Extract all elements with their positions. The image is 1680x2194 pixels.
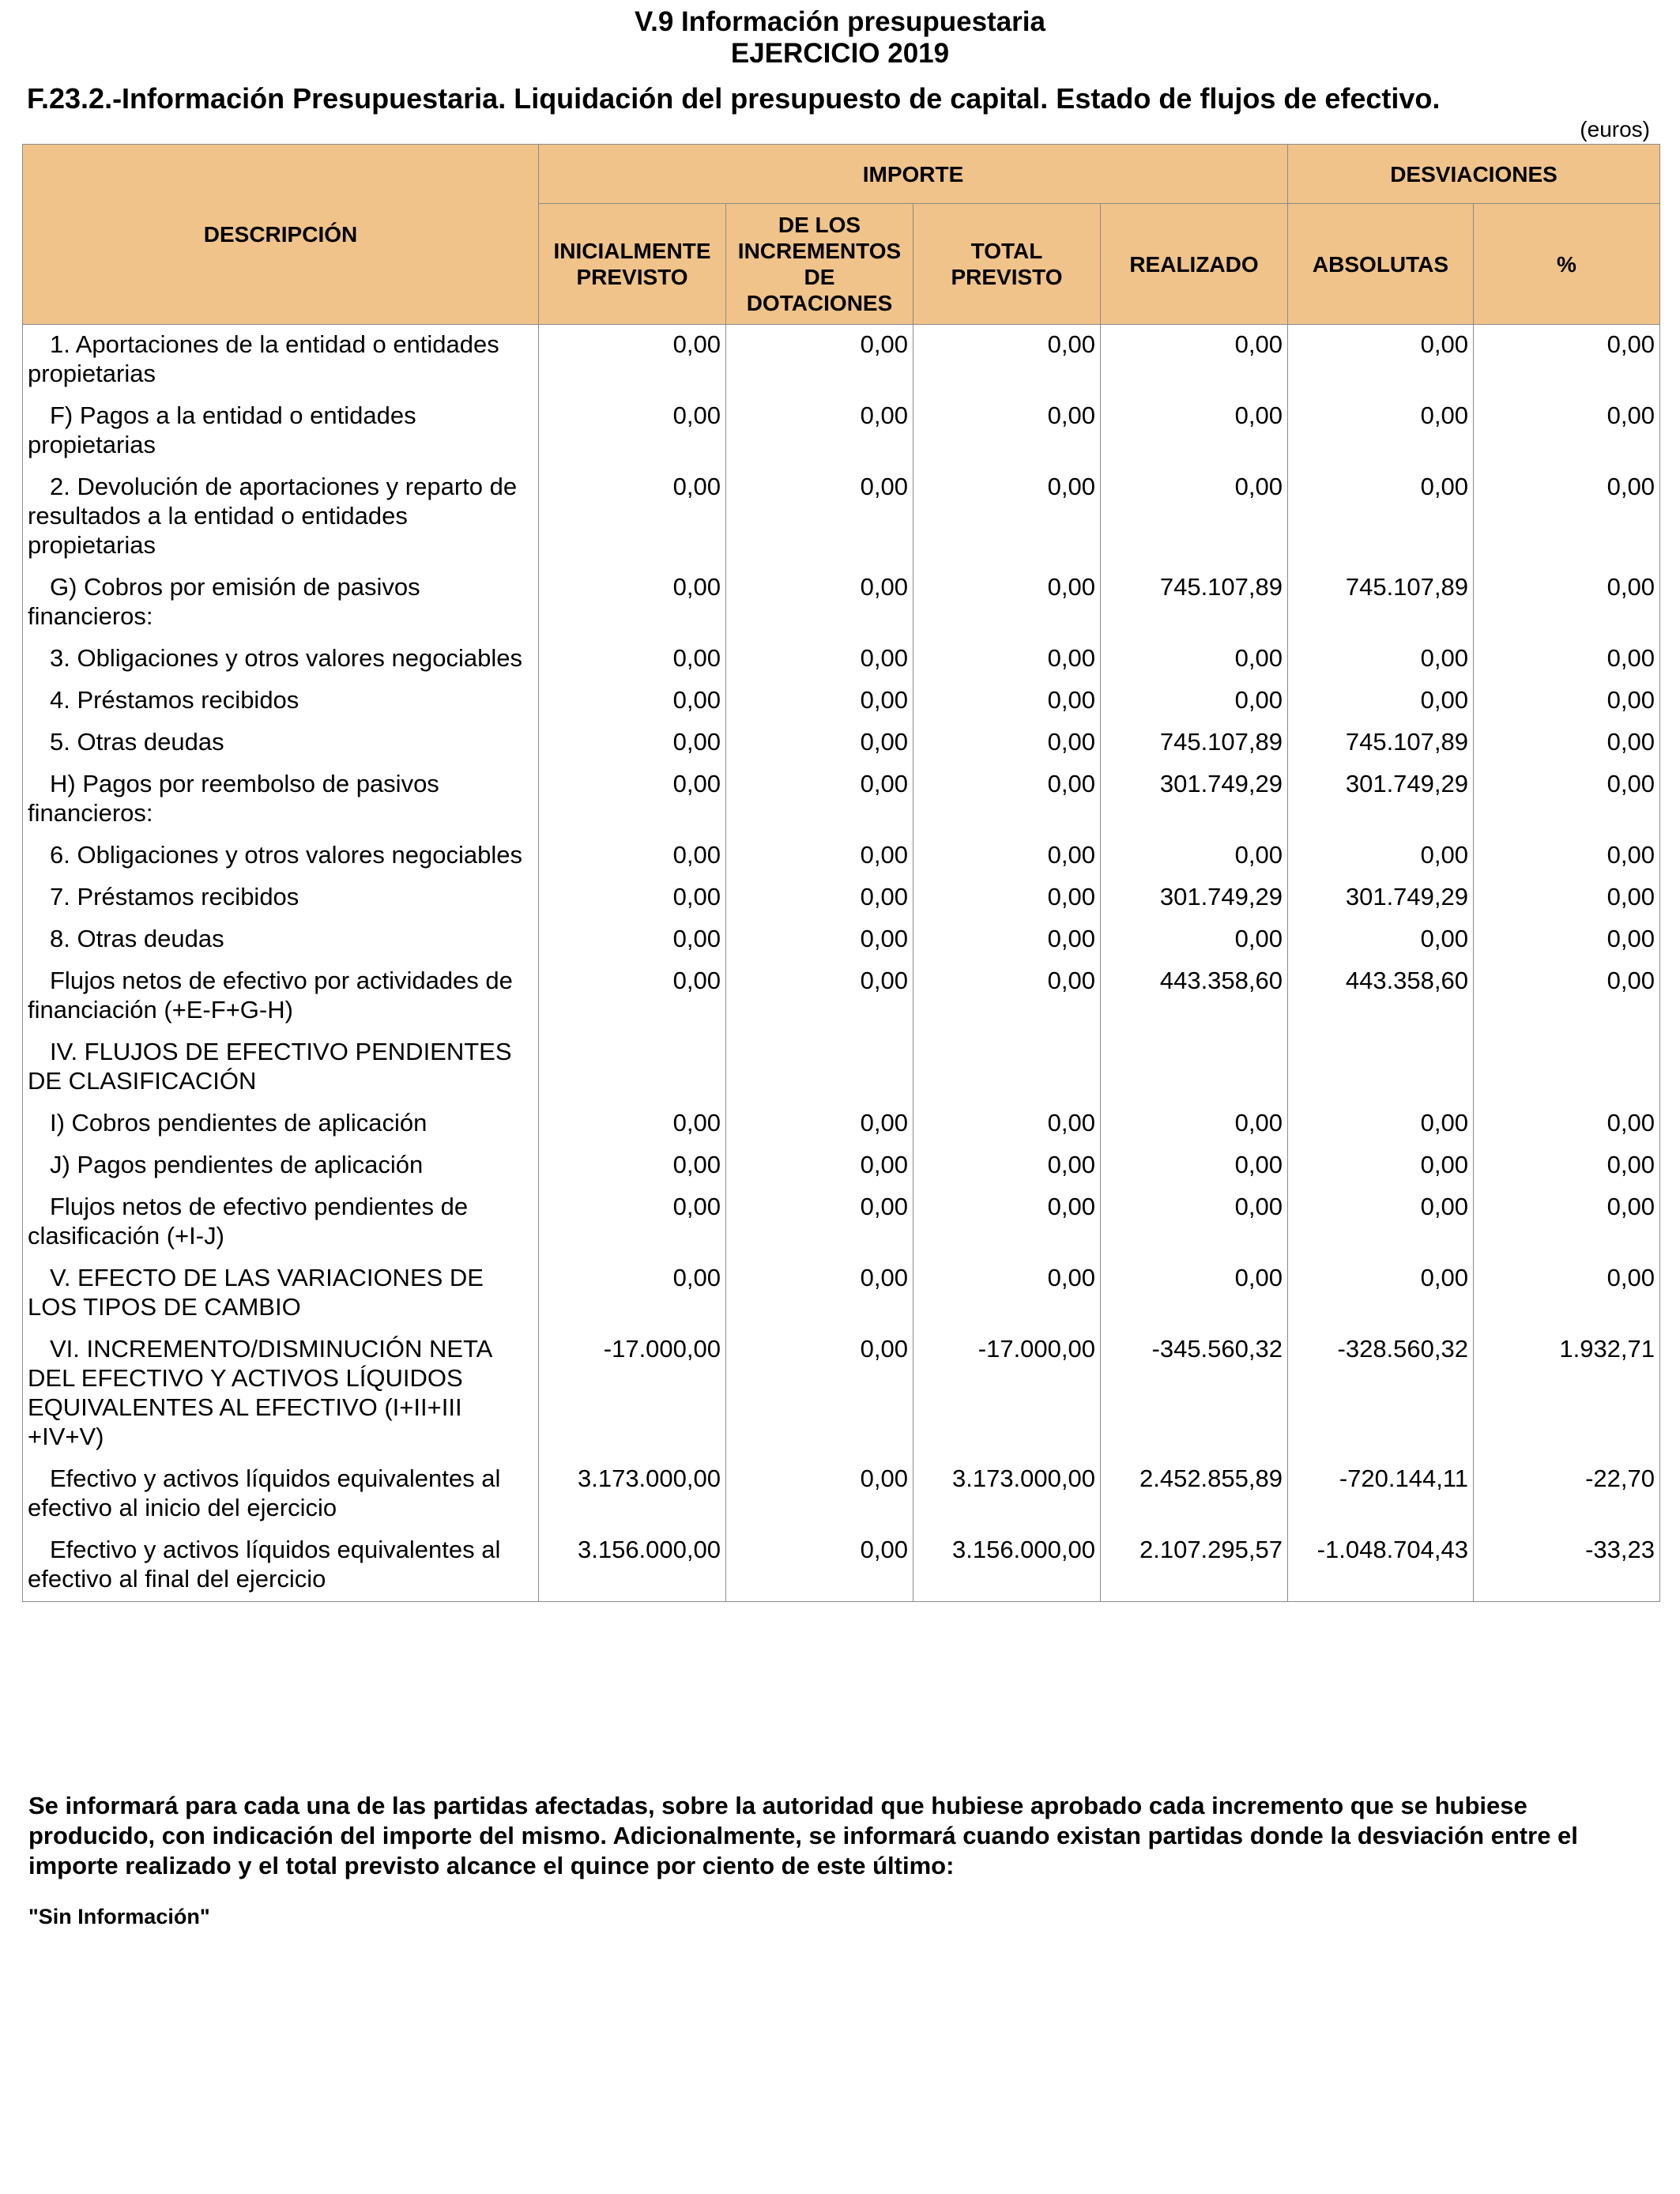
cell-percent: 0,00 (1474, 1187, 1660, 1258)
cell-realizado: 0,00 (1101, 1258, 1288, 1329)
group-header-importe: IMPORTE (539, 145, 1288, 204)
row-description-text: Flujos netos de efectivo pendientes de clasificación (+I-J) (28, 1193, 469, 1250)
cell-absolutas: 0,00 (1288, 680, 1474, 722)
table-row (23, 835, 1660, 877)
cell-incrementos: 0,00 (726, 1530, 913, 1602)
cell-percent: 0,00 (1474, 639, 1660, 680)
cell-incrementos: 0,00 (726, 722, 913, 764)
cell-percent: 0,00 (1474, 764, 1660, 835)
cell-realizado: 0,00 (1101, 396, 1288, 467)
row-description-text: 7. Préstamos recibidos (50, 883, 299, 910)
row-description (23, 325, 539, 397)
row-description-text: 4. Préstamos recibidos (50, 686, 299, 714)
no-information-label: "Sin Información" (28, 1905, 210, 1928)
cell-realizado: 0,00 (1101, 639, 1288, 680)
cell-percent: 0,00 (1474, 961, 1660, 1032)
cell-inicial: 0,00 (539, 764, 726, 835)
row-description (23, 639, 539, 680)
cell-absolutas: 0,00 (1288, 467, 1474, 567)
row-description-text: Flujos netos de efectivo por actividades de financiación (+E-F+G-H) (28, 967, 513, 1023)
row-description (23, 1103, 539, 1145)
table-row (23, 1145, 1660, 1187)
cell-absolutas (1288, 1032, 1474, 1103)
cell-inicial: 0,00 (539, 1103, 726, 1145)
row-description (23, 1459, 539, 1530)
table-row (23, 1032, 1660, 1103)
cell-percent: 0,00 (1474, 680, 1660, 722)
cell-absolutas: 443.358,60 (1288, 961, 1474, 1032)
cell-absolutas: 0,00 (1288, 1103, 1474, 1145)
cell-absolutas: 0,00 (1288, 835, 1474, 877)
cell-total-previsto: 0,00 (913, 961, 1101, 1032)
cell-percent: 0,00 (1474, 467, 1660, 567)
table-row (23, 1258, 1660, 1329)
cell-incrementos: 0,00 (726, 680, 913, 722)
row-description-text: 2. Devolución de aportaciones y reparto de resultados a la entidad o entidades propietarias (28, 473, 518, 559)
cell-inicial: 0,00 (539, 877, 726, 919)
row-description-text: Efectivo y activos líquidos equivalentes al efectivo al inicio del ejercicio (28, 1465, 501, 1521)
table-row (23, 567, 1660, 639)
cell-inicial: 3.173.000,00 (539, 1459, 726, 1530)
row-description (23, 835, 539, 877)
cell-absolutas: 0,00 (1288, 919, 1474, 961)
cell-incrementos: 0,00 (726, 1103, 913, 1145)
fiscal-year-title: EJERCICIO 2019 (730, 38, 950, 69)
cell-total-previsto: 0,00 (913, 764, 1101, 835)
cell-absolutas: 0,00 (1288, 1145, 1474, 1187)
cell-realizado: 0,00 (1101, 919, 1288, 961)
row-description-text: J) Pagos pendientes de aplicación (50, 1151, 424, 1178)
table-row (23, 961, 1660, 1032)
cell-inicial: 0,00 (539, 919, 726, 961)
cell-total-previsto: 3.173.000,00 (913, 1459, 1101, 1530)
cell-total-previsto: -17.000,00 (913, 1329, 1101, 1459)
cell-inicial: 0,00 (539, 1145, 726, 1187)
units-label: (euros) (1580, 117, 1650, 141)
table-row (23, 1530, 1660, 1602)
cell-percent: 0,00 (1474, 325, 1660, 397)
row-description (23, 1187, 539, 1258)
cell-total-previsto: 0,00 (913, 680, 1101, 722)
report-heading: F.23.2.-Información Presupuestaria. Liquidación del presupuesto de capital. Estado de flujos de efectivo. (27, 82, 1441, 115)
cell-total-previsto: 0,00 (913, 467, 1101, 567)
cell-realizado: 0,00 (1101, 1103, 1288, 1145)
table-row (23, 467, 1660, 567)
cell-absolutas: -328.560,32 (1288, 1329, 1474, 1459)
cell-inicial: 0,00 (539, 567, 726, 639)
row-description-text: Efectivo y activos líquidos equivalentes al efectivo al final del ejercicio (28, 1536, 501, 1593)
col-header-percent: % (1474, 204, 1660, 325)
cell-inicial: 0,00 (539, 639, 726, 680)
cell-inicial: 0,00 (539, 680, 726, 722)
row-description (23, 1258, 539, 1329)
row-description (23, 961, 539, 1032)
cell-incrementos: 0,00 (726, 1187, 913, 1258)
row-description-text: 1. Aportaciones de la entidad o entidades propietarias (28, 330, 499, 387)
cell-incrementos: 0,00 (726, 1258, 913, 1329)
table-row (23, 919, 1660, 961)
table-row (23, 877, 1660, 919)
table-row (23, 1103, 1660, 1145)
cell-total-previsto: 0,00 (913, 639, 1101, 680)
cell-total-previsto: 0,00 (913, 396, 1101, 467)
table-row (23, 764, 1660, 835)
table-row (23, 396, 1660, 467)
cell-percent (1474, 1032, 1660, 1103)
row-description-text: F) Pagos a la entidad o entidades propietarias (28, 401, 416, 458)
cell-realizado: 443.358,60 (1101, 961, 1288, 1032)
cell-total-previsto: 0,00 (913, 1145, 1101, 1187)
document-title-block (0, 6, 1680, 70)
cell-realizado: -345.560,32 (1101, 1329, 1288, 1459)
col-header-incrementos: DE LOS INCREMENTOS DE DOTACIONES (726, 204, 913, 325)
cell-realizado: 0,00 (1101, 1145, 1288, 1187)
cell-absolutas: 0,00 (1288, 639, 1474, 680)
cell-percent: -22,70 (1474, 1459, 1660, 1530)
cell-percent: 0,00 (1474, 1258, 1660, 1329)
row-description (23, 567, 539, 639)
row-description-text: G) Cobros por emisión de pasivos financieros: (28, 573, 420, 630)
cell-percent: 0,00 (1474, 835, 1660, 877)
cell-incrementos: 0,00 (726, 639, 913, 680)
row-description-text: VI. INCREMENTO/DISMINUCIÓN NETA DEL EFECTIVO Y ACTIVOS LÍQUIDOS EQUIVALENTES AL EFECTIVO (I+II+III +IV+V) (28, 1335, 492, 1450)
cell-inicial (539, 1032, 726, 1103)
cell-percent: 0,00 (1474, 1103, 1660, 1145)
cell-incrementos (726, 1032, 913, 1103)
cell-total-previsto: 0,00 (913, 1103, 1101, 1145)
cell-absolutas: -1.048.704,43 (1288, 1530, 1474, 1602)
table-row (23, 1459, 1660, 1530)
cell-realizado: 0,00 (1101, 680, 1288, 722)
cell-absolutas: 745.107,89 (1288, 722, 1474, 764)
budget-cash-flow-table (22, 144, 1660, 1602)
row-description-text: IV. FLUJOS DE EFECTIVO PENDIENTES DE CLASIFICACIÓN (28, 1038, 512, 1095)
cell-realizado: 745.107,89 (1101, 722, 1288, 764)
footnote-text: Se informará para cada una de las partidas afectadas, sobre la autoridad que hubiese aprobado cada incremento que se hubiese producido, con indicación del importe del mismo. Adicionalmente, se informará cuando existan partidas donde la desviación entre el importe realizado y el total previsto alcance el quince por ciento de este último: (28, 1792, 1578, 1879)
row-description (23, 764, 539, 835)
col-header-absolutas: ABSOLUTAS (1288, 204, 1474, 325)
cell-total-previsto (913, 1032, 1101, 1103)
cell-total-previsto: 0,00 (913, 919, 1101, 961)
cell-absolutas: 301.749,29 (1288, 877, 1474, 919)
cell-incrementos: 0,00 (726, 835, 913, 877)
row-description (23, 396, 539, 467)
row-description (23, 919, 539, 961)
table-row (23, 680, 1660, 722)
cell-inicial: 0,00 (539, 961, 726, 1032)
row-description-text: V. EFECTO DE LAS VARIACIONES DE LOS TIPOS DE CAMBIO (28, 1264, 484, 1321)
row-description (23, 680, 539, 722)
row-description-text: 3. Obligaciones y otros valores negociables (50, 644, 522, 672)
cell-realizado: 2.452.855,89 (1101, 1459, 1288, 1530)
cell-total-previsto: 3.156.000,00 (913, 1530, 1101, 1602)
table-body (23, 325, 1660, 1602)
cell-absolutas: 0,00 (1288, 325, 1474, 397)
cell-inicial: -17.000,00 (539, 1329, 726, 1459)
cell-percent: 0,00 (1474, 1145, 1660, 1187)
cell-realizado: 0,00 (1101, 835, 1288, 877)
cell-total-previsto: 0,00 (913, 722, 1101, 764)
cell-realizado: 0,00 (1101, 467, 1288, 567)
table-row (23, 1187, 1660, 1258)
row-description-text: I) Cobros pendientes de aplicación (50, 1109, 428, 1137)
cell-inicial: 0,00 (539, 1258, 726, 1329)
cell-realizado (1101, 1032, 1288, 1103)
row-description (23, 1530, 539, 1602)
row-description (23, 722, 539, 764)
cell-absolutas: 301.749,29 (1288, 764, 1474, 835)
col-header-realizado: REALIZADO (1101, 204, 1288, 325)
col-header-inicialmente-previsto: INICIALMENTE PREVISTO (539, 204, 726, 325)
cell-absolutas: 0,00 (1288, 1258, 1474, 1329)
row-description-text: 8. Otras deudas (50, 925, 224, 952)
table-row (23, 722, 1660, 764)
cell-absolutas: 0,00 (1288, 396, 1474, 467)
cell-realizado: 0,00 (1101, 325, 1288, 397)
cell-incrementos: 0,00 (726, 961, 913, 1032)
cell-percent: 0,00 (1474, 396, 1660, 467)
cell-incrementos: 0,00 (726, 877, 913, 919)
row-description (23, 467, 539, 567)
group-header-desviaciones: DESVIACIONES (1288, 145, 1660, 204)
cell-total-previsto: 0,00 (913, 325, 1101, 397)
cell-inicial: 0,00 (539, 325, 726, 397)
cell-total-previsto: 0,00 (913, 567, 1101, 639)
row-description (23, 1329, 539, 1459)
row-description-text: 6. Obligaciones y otros valores negociables (50, 841, 522, 869)
col-header-total-previsto: TOTAL PREVISTO (913, 204, 1101, 325)
row-description (23, 1145, 539, 1187)
row-description (23, 877, 539, 919)
table-row (23, 325, 1660, 397)
cell-percent: 0,00 (1474, 877, 1660, 919)
section-title: V.9 Información presupuestaria (635, 6, 1045, 37)
cell-realizado: 0,00 (1101, 1187, 1288, 1258)
cell-incrementos: 0,00 (726, 1145, 913, 1187)
cell-realizado: 301.749,29 (1101, 877, 1288, 919)
cell-incrementos: 0,00 (726, 567, 913, 639)
row-description (23, 1032, 539, 1103)
cell-total-previsto: 0,00 (913, 835, 1101, 877)
cell-incrementos: 0,00 (726, 1329, 913, 1459)
cell-percent: -33,23 (1474, 1530, 1660, 1602)
cell-percent: 0,00 (1474, 722, 1660, 764)
table-row (23, 639, 1660, 680)
cell-absolutas: -720.144,11 (1288, 1459, 1474, 1530)
cell-realizado: 745.107,89 (1101, 567, 1288, 639)
cell-total-previsto: 0,00 (913, 877, 1101, 919)
cell-percent: 1.932,71 (1474, 1329, 1660, 1459)
cell-incrementos: 0,00 (726, 919, 913, 961)
cell-incrementos: 0,00 (726, 764, 913, 835)
row-description-text: H) Pagos por reembolso de pasivos financieros: (28, 770, 439, 827)
col-header-descripcion: DESCRIPCIÓN (23, 145, 539, 325)
cell-inicial: 0,00 (539, 1187, 726, 1258)
cell-total-previsto: 0,00 (913, 1187, 1101, 1258)
cell-incrementos: 0,00 (726, 396, 913, 467)
cell-absolutas: 0,00 (1288, 1187, 1474, 1258)
row-description-text: 5. Otras deudas (50, 728, 224, 756)
cell-inicial: 0,00 (539, 722, 726, 764)
table-row (23, 1329, 1660, 1459)
cell-absolutas: 745.107,89 (1288, 567, 1474, 639)
cell-inicial: 0,00 (539, 835, 726, 877)
cell-realizado: 2.107.295,57 (1101, 1530, 1288, 1602)
cell-realizado: 301.749,29 (1101, 764, 1288, 835)
cell-total-previsto: 0,00 (913, 1258, 1101, 1329)
cell-incrementos: 0,00 (726, 1459, 913, 1530)
cell-inicial: 0,00 (539, 467, 726, 567)
cell-incrementos: 0,00 (726, 325, 913, 397)
cell-inicial: 0,00 (539, 396, 726, 467)
cell-incrementos: 0,00 (726, 467, 913, 567)
cell-percent: 0,00 (1474, 919, 1660, 961)
cell-inicial: 3.156.000,00 (539, 1530, 726, 1602)
cell-percent: 0,00 (1474, 567, 1660, 639)
